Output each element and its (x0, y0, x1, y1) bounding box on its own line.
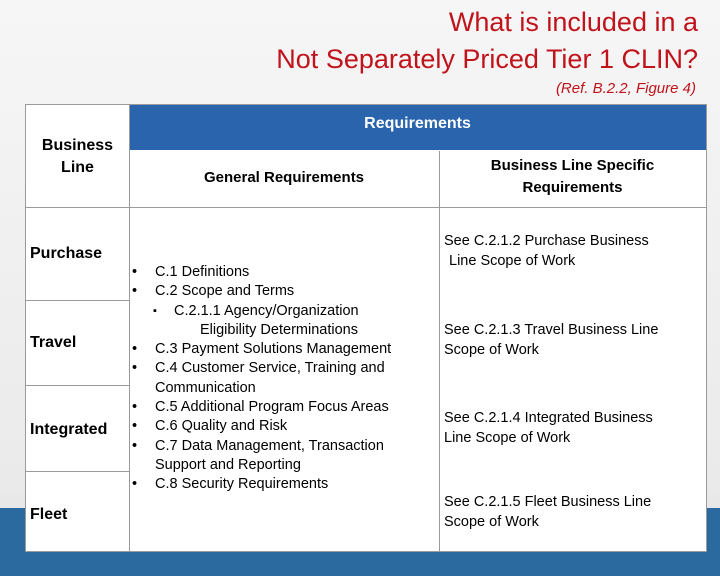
list-item: • C.7 Data Management, Transaction (132, 437, 384, 454)
general-requirements-list (129, 263, 439, 495)
divider-col-2 (439, 151, 440, 551)
spec-integrated-line-2: Line Scope of Work (444, 429, 571, 446)
spec-travel (444, 321, 706, 360)
divider-row-3 (26, 471, 129, 472)
slide-subtitle: (Ref. B.2.2, Figure 4) (555, 80, 696, 97)
list-item: ▪ C.2.1.1 Agency/Organization (153, 302, 359, 319)
title-line-2: Not Separately Priced Tier 1 CLIN? (276, 44, 698, 74)
list-item: • C.4 Customer Service, Training and (132, 360, 385, 377)
header-general-requirements: General Requirements (203, 169, 365, 186)
list-item: • C.8 Security Requirements (132, 476, 329, 493)
row-label-integrated: Integrated (30, 421, 108, 438)
divider-row-2 (26, 385, 129, 386)
spec-purchase-line-2: Line Scope of Work (449, 252, 576, 269)
header-specific-requirements (439, 151, 706, 207)
spec-integrated-line-1: See C.2.1.4 Integrated Business (444, 410, 653, 426)
spec-integrated (444, 409, 706, 448)
list-item: • C.5 Additional Program Focus Areas (132, 399, 389, 416)
list-item: • C.2 Scope and Terms (132, 283, 295, 300)
list-item: • C.1 Definitions (132, 264, 250, 280)
header-business-line-1: Business (41, 137, 114, 154)
header-requirements: Requirements (129, 105, 706, 151)
list-item: • C.3 Payment Solutions Management (132, 341, 392, 358)
header-business-line (26, 105, 129, 207)
list-item: • C.6 Quality and Risk (132, 418, 288, 435)
requirements-table (25, 104, 707, 552)
list-item: Support and Reporting (155, 456, 301, 473)
spec-purchase-line-1: See C.2.1.2 Purchase Business (444, 233, 649, 249)
spec-fleet (444, 493, 706, 532)
slide-title (276, 4, 698, 78)
divider-row-1 (26, 300, 129, 301)
header-business-line-2: Line (61, 159, 94, 176)
spec-fleet-line-1: See C.2.1.5 Fleet Business Line (444, 494, 652, 510)
row-label-fleet: Fleet (30, 506, 68, 523)
list-item: Eligibility Determinations (200, 321, 358, 338)
row-label-travel: Travel (30, 334, 77, 351)
list-item: Communication (155, 379, 256, 396)
divider-header (26, 207, 706, 208)
spec-travel-line-2: Scope of Work (444, 341, 539, 358)
spec-fleet-line-2: Scope of Work (444, 513, 539, 530)
spec-purchase (444, 232, 706, 271)
row-label-purchase: Purchase (30, 245, 103, 262)
title-line-1: What is included in a (448, 7, 698, 37)
header-specific-1: Business Line Specific (490, 157, 655, 174)
spec-travel-line-1: See C.2.1.3 Travel Business Line (444, 322, 659, 338)
header-specific-2: Requirements (522, 179, 623, 196)
